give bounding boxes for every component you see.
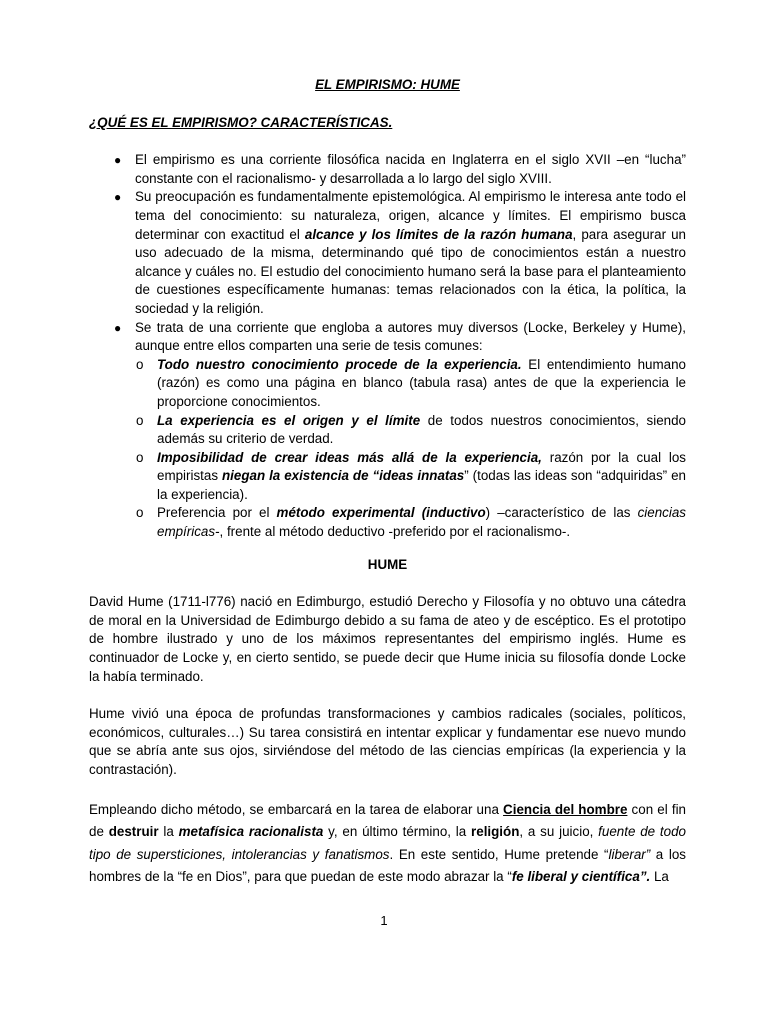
- list-item: [89, 188, 686, 318]
- thesis-text: , frente al método deductivo -preferido por el racionalismo-.: [219, 524, 571, 540]
- emphasis-text: Ciencia del hombre: [503, 801, 628, 817]
- section-heading-empirismo: ¿QUÉ ES EL EMPIRISMO? CARACTERÍSTICAS.: [89, 114, 393, 130]
- theses-list: [135, 356, 686, 542]
- italic-text: ciencias empíricas-: [157, 505, 686, 540]
- bullet-icon: ●: [114, 190, 122, 205]
- paragraph-text: con el fin de: [89, 801, 686, 840]
- italic-text: fuente de todo tipo de supersticiones, intolerancias y fanatismos: [89, 824, 686, 862]
- emphasis-text: método experimental (inductivo: [276, 505, 486, 521]
- paragraph-ciencia-del-hombre: [89, 799, 686, 889]
- bullet-text: El empirismo es una corriente filosófica nacida en Inglaterra en el siglo XVII –en “lucha” constante con el racionalismo- y desarrollada a lo largo del siglo XVIII.: [135, 152, 686, 186]
- emphasis-text: Todo nuestro conocimiento procede de la experiencia.: [157, 356, 522, 372]
- paragraph-text: La: [650, 869, 669, 885]
- bullet-text: Se trata de una corriente que engloba a autores muy diversos (Locke, Berkeley y Hume), aunque entre ellos comparten una serie de tesis comunes:: [135, 319, 686, 354]
- circle-bullet-icon: o: [136, 505, 144, 521]
- bullet-text: Su preocupación es fundamentalmente epistemológica. Al empirismo le interesa ante todo el tema del conocimiento: su naturaleza, origen, alcance y límites. El empirismo busca determinar con exactitud el: [135, 189, 686, 242]
- paragraph-text: . En este sentido, Hume pretende “: [389, 846, 609, 862]
- list-item: [89, 151, 686, 188]
- paragraph-context: Hume vivió una época de profundas transformaciones y cambios radicales (sociales, políticos, económicos, culturales…) Su tarea consistirá en intentar explicar y fundamentar ese nuevo mundo que se abría ante sus ojos, sirviéndose del método de las ciencias empíricas (la experiencia y la contrastación).: [89, 706, 686, 777]
- document-page: [89, 70, 686, 889]
- document-title: EL EMPIRISMO: HUME: [315, 77, 460, 92]
- paragraph-text: , a su juicio,: [519, 824, 599, 840]
- emphasis-text: destruir: [108, 824, 159, 840]
- paragraph-text: la: [158, 824, 179, 840]
- emphasis-text: religión: [471, 824, 520, 840]
- emphasis-text: Imposibilidad de crear ideas más allá de la experiencia,: [157, 449, 542, 465]
- paragraph-text: Empleando dicho método, se embarcará en la tarea de elaborar una: [89, 801, 504, 817]
- emphasis-text: niegan la existencia de “ideas innatas: [221, 468, 465, 484]
- paragraph-text: y, en último término, la: [323, 824, 472, 840]
- emphasis-text: fe liberal y científica”.: [511, 869, 651, 885]
- emphasis-text: La experiencia es el origen y el límite: [157, 412, 421, 428]
- emphasis-text: metafísica racionalista: [178, 824, 324, 840]
- paragraph-biography: David Hume (1711-l776) nació en Edimburgo, estudió Derecho y Filosofía y no obtuvo una cátedra de moral en la Universidad de Edimburgo debido a su fama de ateo y de escéptico. Es el prototipo de hombre ilustrado y uno de los máximos representantes del empirismo inglés. Hume es continuador de Locke y, en cierto sentido, se puede decir que Hume inicia su filosofía donde Locke la había terminado.: [89, 594, 686, 684]
- thesis-text: de todos nuestros conocimientos, siendo además su criterio de verdad.: [157, 412, 687, 447]
- thesis-text: Preferencia por el: [157, 505, 277, 521]
- thesis-text: ) –característico de las: [485, 505, 638, 521]
- emphasis-text: alcance y los límites de la razón humana: [304, 226, 573, 242]
- sub-list-item: [135, 412, 686, 449]
- circle-bullet-icon: o: [136, 356, 144, 372]
- italic-text: liberar”: [608, 846, 651, 862]
- list-item: [89, 319, 686, 542]
- thesis-text: El entendimiento humano (razón) es como una página en blanco (tabula rasa) antes de que la experiencia le proporcione conocimientos.: [157, 356, 686, 409]
- thesis-text: ” (todas las ideas son “adquiridas” en la experiencia).: [157, 468, 686, 502]
- page-number: 1: [380, 913, 388, 928]
- sub-list-item: [135, 504, 686, 541]
- circle-bullet-icon: o: [136, 412, 144, 428]
- bullet-icon: ●: [114, 320, 122, 335]
- paragraph-text: a los hombres de la “fe en Dios”, para que puedan de este modo abrazar la “: [89, 846, 686, 885]
- bullet-icon: ●: [114, 153, 122, 168]
- sub-list-item: [135, 449, 686, 505]
- characteristics-list: [89, 151, 686, 541]
- bullet-text: , para asegurar un uso adecuado de la misma, determinando qué tipo de conocimientos están a nuestro alcance y cuáles no. El estudio del conocimiento humano será la base para el planteamiento de cuestiones específicamente humanas: temas relacionados con la ética, la política, la sociedad y la religión.: [135, 226, 686, 316]
- circle-bullet-icon: o: [136, 449, 144, 465]
- thesis-text: razón por la cual los empiristas: [157, 449, 686, 484]
- sub-list-item: [135, 356, 686, 412]
- section-heading-hume: HUME: [367, 556, 408, 572]
